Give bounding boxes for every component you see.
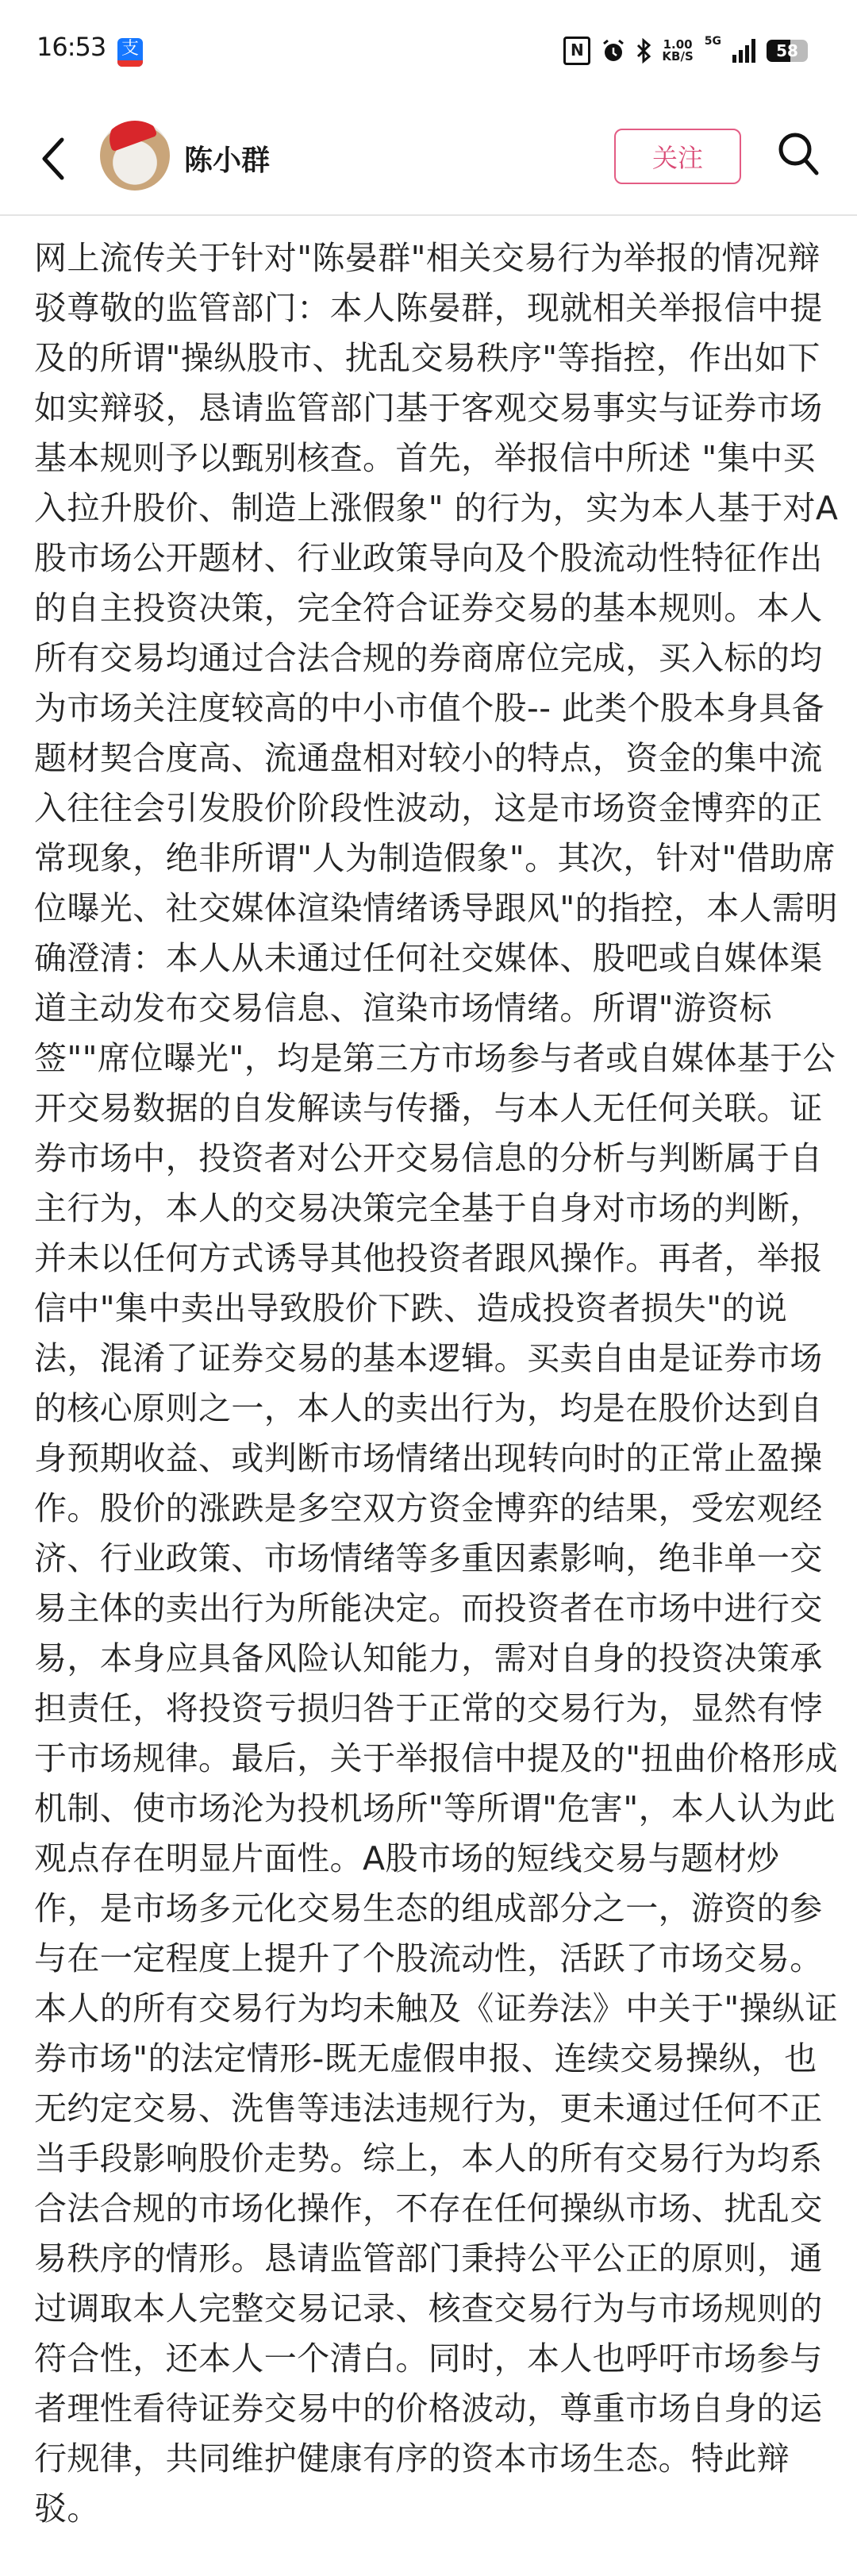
article-line: 法，混淆了证券交易的基本逻辑。买卖自由是证券市场 xyxy=(34,1339,823,1377)
article-line: 的自主投资决策，完全符合证券交易的基本规则。本人 xyxy=(34,589,823,627)
system-icons xyxy=(563,35,808,67)
nfc-icon: N xyxy=(563,37,590,65)
avatar[interactable] xyxy=(100,121,170,191)
header-divider xyxy=(0,214,857,216)
article-line: 过调取本人完整交易记录、核查交易行为与市场规则的 xyxy=(34,2289,823,2328)
article-line: 签""席位曝光"，均是第三方市场参与者或自媒体基于公 xyxy=(34,1039,836,1077)
network-speed xyxy=(662,39,693,63)
speed-unit: KB/S xyxy=(662,49,694,64)
signal-icon xyxy=(732,39,755,63)
article-line: 主行为，本人的交易决策完全基于自身对市场的判断， xyxy=(34,1189,823,1227)
follow-button[interactable]: 关注 xyxy=(614,129,741,184)
article-line: 易秩序的情形。恳请监管部门秉持公平公正的原则，通 xyxy=(34,2239,823,2278)
speed-value: 1.00 xyxy=(663,37,693,52)
article-line: 驳尊敬的监管部门：本人陈晏群，现就相关举报信中提 xyxy=(34,289,823,327)
search-icon[interactable] xyxy=(776,130,820,178)
article-line: 行规律，共同维护健康有序的资本市场生态。特此辩 xyxy=(34,2439,790,2478)
article-line: 并未以任何方式诱导其他投资者跟风操作。再者，举报 xyxy=(34,1239,823,1277)
article-line: 及的所谓"操纵股市、扰乱交易秩序"等指控，作出如下 xyxy=(34,339,820,377)
article-line: 所有交易均通过合法合规的券商席位完成，买入标的均 xyxy=(34,639,823,677)
article-line: 济、行业政策、市场情绪等多重因素影响，绝非单一交 xyxy=(34,1539,823,1577)
article-line: 为市场关注度较高的中小市值个股-- 此类个股本身具备 xyxy=(34,689,825,727)
article-line: 于市场规律。最后，关于举报信中提及的"扭曲价格形成 xyxy=(34,1739,838,1777)
article-line: 者理性看待证券交易中的价格波动，尊重市场自身的运 xyxy=(34,2389,823,2428)
article-line: 入往往会引发股价阶段性波动，这是市场资金博弈的正 xyxy=(34,789,823,827)
article-line: 作，是市场多元化交易生态的组成部分之一，游资的参 xyxy=(34,1889,823,1927)
article-line: 驳。 xyxy=(34,2489,100,2528)
top-nav xyxy=(0,111,857,206)
article-line: 题材契合度高、流通盘相对较小的特点，资金的集中流 xyxy=(34,739,823,777)
username[interactable]: 陈小群 xyxy=(184,144,271,177)
article-line: 入拉升股价、制造上涨假象" 的行为，实为本人基于对A xyxy=(34,489,839,527)
article-body xyxy=(34,233,844,2534)
article-line: 符合性，还本人一个清白。同时，本人也呼吁市场参与 xyxy=(34,2339,823,2378)
article-line: 当手段影响股价走势。综上，本人的所有交易行为均系 xyxy=(34,2139,823,2177)
article-line: 道主动发布交易信息、渲染市场情绪。所谓"游资标 xyxy=(34,989,773,1027)
article-line: 作。股价的涨跌是多空双方资金博弈的结果，受宏观经 xyxy=(34,1489,823,1527)
article-line: 合法合规的市场化操作，不存在任何操纵市场、扰乱交 xyxy=(34,2189,823,2228)
article-line: 担责任，将投资亏损归咎于正常的交易行为，显然有悖 xyxy=(34,1689,823,1727)
network-type: 5G xyxy=(704,35,721,48)
article-line: 券市场"的法定情形-既无虚假申报、连续交易操纵，也 xyxy=(34,2039,817,2077)
article-line: 易主体的卖出行为所能决定。而投资者在市场中进行交 xyxy=(34,1589,823,1627)
article-line: 观点存在明显片面性。A股市场的短线交易与题材炒 xyxy=(34,1839,780,1877)
article-line: 位曝光、社交媒体渲染情绪诱导跟风"的指控，本人需明 xyxy=(34,889,838,927)
article-line: 基本规则予以甄别核查。首先，举报信中所述 "集中买 xyxy=(34,439,816,477)
article-line: 网上流传关于针对"陈晏群"相关交易行为举报的情况辩 xyxy=(34,239,820,277)
back-icon[interactable] xyxy=(37,135,71,183)
article-line: 确澄清：本人从未通过任何社交媒体、股吧或自媒体渠 xyxy=(34,939,823,977)
article-line: 易，本身应具备风险认知能力，需对自身的投资决策承 xyxy=(34,1639,823,1677)
article-line: 身预期收益、或判断市场情绪出现转向时的正常止盈操 xyxy=(34,1439,823,1477)
article-line: 无约定交易、洗售等违法违规行为，更未通过任何不正 xyxy=(34,2089,823,2127)
article-line: 开交易数据的自发解读与传播，与本人无任何关联。证 xyxy=(34,1089,823,1127)
status-time: 16:53 xyxy=(37,32,106,62)
article-line: 本人的所有交易行为均未触及《证券法》中关于"操纵证 xyxy=(34,1989,838,2027)
battery-icon: 58 xyxy=(767,40,808,62)
bluetooth-icon xyxy=(636,38,651,64)
article-line: 机制、使市场沦为投机场所"等所谓"危害"，本人认为此 xyxy=(34,1789,836,1827)
article-line: 券市场中，投资者对公开交易信息的分析与判断属于自 xyxy=(34,1139,823,1177)
article-line: 与在一定程度上提升了个股流动性，活跃了市场交易。 xyxy=(34,1939,823,1977)
article-line: 如实辩驳，恳请监管部门基于客观交易事实与证券市场 xyxy=(34,389,823,427)
article-line: 信中"集中卖出导致股价下跌、造成投资者损失"的说 xyxy=(34,1289,788,1327)
status-bar xyxy=(0,0,857,95)
article-line: 的核心原则之一，本人的卖出行为，均是在股价达到自 xyxy=(34,1389,823,1427)
alarm-icon xyxy=(601,38,625,64)
article-line: 股市场公开题材、行业政策导向及个股流动性特征作出 xyxy=(34,539,823,577)
alipay-icon: 支 xyxy=(117,38,143,67)
article-line: 常现象，绝非所谓"人为制造假象"。其次，针对"借助席 xyxy=(34,839,836,877)
